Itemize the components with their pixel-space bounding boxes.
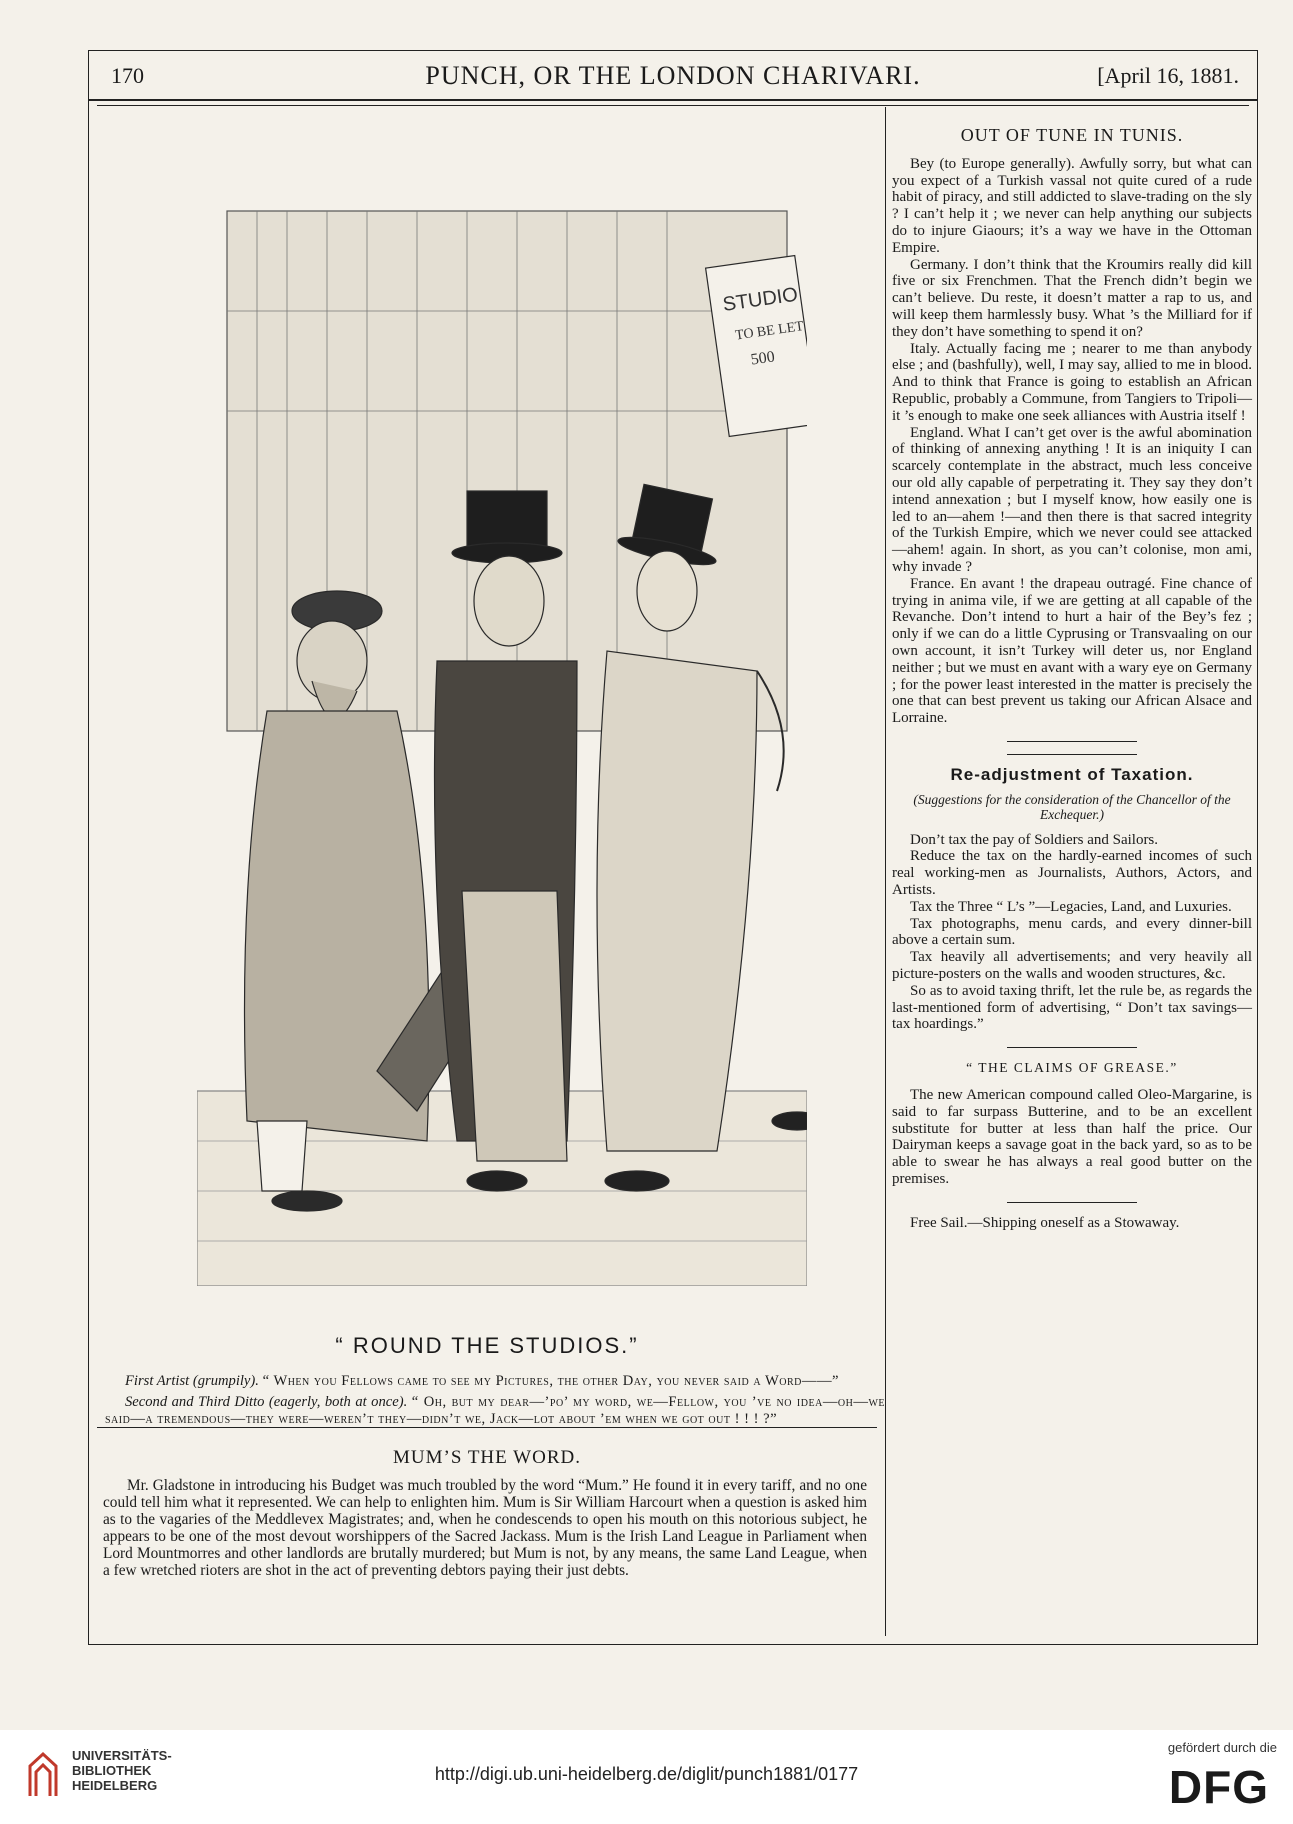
right-column [892,111,1252,1232]
cartoon-illustration [197,191,807,1286]
section-rule [97,1427,877,1428]
caption-line-1 [105,1373,885,1390]
caption-line-2 [105,1394,885,1428]
mum-article-body [103,1477,867,1579]
tunis-paragraph: Bey (to Europe generally). Awfully sorry, but what can you expect of a Turkish vassal not quite cured of a rude habit of piracy, and still addicted to slave-trading on the sly ? I can’t help it ; we never can help anything our subjects do to injure Giaours; it’s a way we have in the Ottoman Empire. [892,155,1252,256]
issue-date: [April 16, 1881. [1097,63,1239,88]
permalink-url[interactable]: http://digi.ub.uni-heidelberg.de/diglit/punch1881/0177 [434,1764,859,1784]
tunis-paragraph: Germany. I don’t think that the Kroumirs really did kill five or six Frenchmen. That the French didn’t begin we can’t believe. Du reste, it doesn’t matter a rap to us, and will keep them harmlessly busy. What ’s the Milliard for if they don’t have something to spend it on? [892,256,1252,340]
dialogue-2: “ Oh, but my dear—’po’ my word, we—Fellow, you ’ve no idea—oh—we said—a tremendous—they were—weren’t they—didn’t we, Jack—lot about ’em when we got out ! ! ! ?” [105,1394,885,1427]
column-divider [885,107,886,1636]
section-rule [1007,754,1137,755]
speaker-2: Second and Third Ditto (eagerly, both at once). [125,1394,408,1410]
cartoon-caption [105,1373,885,1432]
viewer-footer [0,1730,1293,1824]
library-name-line: HEIDELBERG [72,1778,158,1793]
library-name-line: UNIVERSITÄTS- [72,1748,172,1763]
mum-paragraph: Mr. Gladstone in introducing his Budget was much troubled by the word “Mum.” He found it in every tariff, and no one could tell him what it represented. We can help to enlighten him. Mum is Sir William Harcourt when a question is asked him as to the vagaries of the Meddlevex Magistrates; and, when he condescends to open his mouth on this notorious subject, he appears to be one of the most devout worshippers of the Sacred Jackass. Mum is the Irish Land League in Parliament when Lord Mountmorres and other landlords are brutally murdered; but Mum is not, by any means, the same Land League, when a few wretched rioters are shot in the act of preventing debtors paying their just debts. [103,1477,867,1579]
masthead-title: PUNCH, OR THE LONDON CHARIVARI. [425,61,921,90]
grease-article-title: “ THE CLAIMS OF GREASE.” [966,1060,1178,1076]
grease-paragraph: The new American compound called Oleo-Margarine, is said to far surpass Butterine, and to be an excellent substitute for butter at less than half the price. Our Dairyman keeps a savage goat in the back yard, so as to be able to swear he has always a real good butter on the premises. [892,1087,1252,1188]
section-rule [1007,1047,1137,1048]
mum-article-title: MUM’S THE WORD. [393,1447,581,1468]
tunis-paragraph: Italy. Actually facing me ; nearer to me than anybody else ; and (bashfully), well, I may say, allied to me in blood. And to think that France is going to establish an African Republic, probably a Commune, from Tangiers to Tripoli—it ’s enough to make one seek alliances with Austria itself ! [892,340,1252,424]
newspaper-page [88,50,1258,1645]
taxation-item: Tax heavily all advertisements; and very heavily all picture-posters on the walls and wooden structures, &c. [892,949,1252,983]
page-number: 170 [111,63,144,88]
section-rule [1007,1202,1137,1203]
taxation-item: Tax photographs, menu cards, and every dinner-bill above a certain sum. [892,915,1252,949]
taxation-item: Don’t tax the pay of Soldiers and Sailors. [910,831,1159,848]
svg-text:TO BE LET: TO BE LET [734,319,805,344]
dialogue-1: “ When you Fellows came to see my Pictures, the other Day, you never said a Word——” [262,1373,840,1389]
taxation-subtitle: (Suggestions for the consideration of the Chancellor of the Exchequer.) [913,791,1231,822]
taxation-item: Tax the Three “ L’s ”—Legacies, Land, and Luxuries. [910,898,1232,915]
tunis-article-title: OUT OF TUNE IN TUNIS. [960,125,1184,145]
library-name-line: BIBLIOTHEK [72,1763,152,1778]
taxation-item: So as to avoid taxing thrift, let the rule be, as regards the last-mentioned form of advertising, “ Don’t tax savings—tax hoardings.” [892,982,1252,1033]
svg-text:500: 500 [749,348,776,369]
header-rule [97,105,1249,106]
taxation-article-title: Re-adjustment of Taxation. [950,764,1194,784]
section-rule [1007,741,1137,742]
free-sail-paragraph: Free Sail.—Shipping oneself as a Stowaway. [910,1214,1180,1231]
taxation-item: Reduce the tax on the hardly-earned incomes of such real working-men as Journalists, Authors, Actors, and Artists. [892,848,1252,899]
tunis-paragraph: France. En avant ! the drapeau outragé. Fine chance of trying in anima vile, if we are getting at all capable of the Revanche. Don’t intend to hurt a hair of the Bey’s fez ; only if we can do a little Cyprusing or Transvaaling on our own account, it isn’t Turkey will deter us, nor England neither ; but we must en avant with a wary eye on Germany ; for the power least interested in the matter is precisely the one that can best prevent us taking our African Alsace and Lorraine. [892,575,1252,727]
svg-text:STUDIO: STUDIO [721,283,800,316]
tunis-paragraph: England. What I can’t get over is the awful abomination of thinking of annexing anything ! It is an iniquity I can scarcely contemplate in the abstract, much less conceive our old ally capable of perpetrating it. They say they don’t intend annexation ; but I myself know, how easily one is led to an—ahem !—and then there is that sacred integrity of the Turkish Empire, which we never could see attacked—ahem! again. In short, as you can’t colonise, mon ami, why invade ? [892,424,1252,575]
funding-caption: gefördert durch die [1167,1740,1277,1755]
speaker-1: First Artist (grumpily). [125,1373,259,1389]
cartoon-title: “ ROUND THE STUDIOS.” [335,1333,639,1358]
dfg-logo: DFG [1168,1761,1269,1813]
page-header [89,51,1257,101]
